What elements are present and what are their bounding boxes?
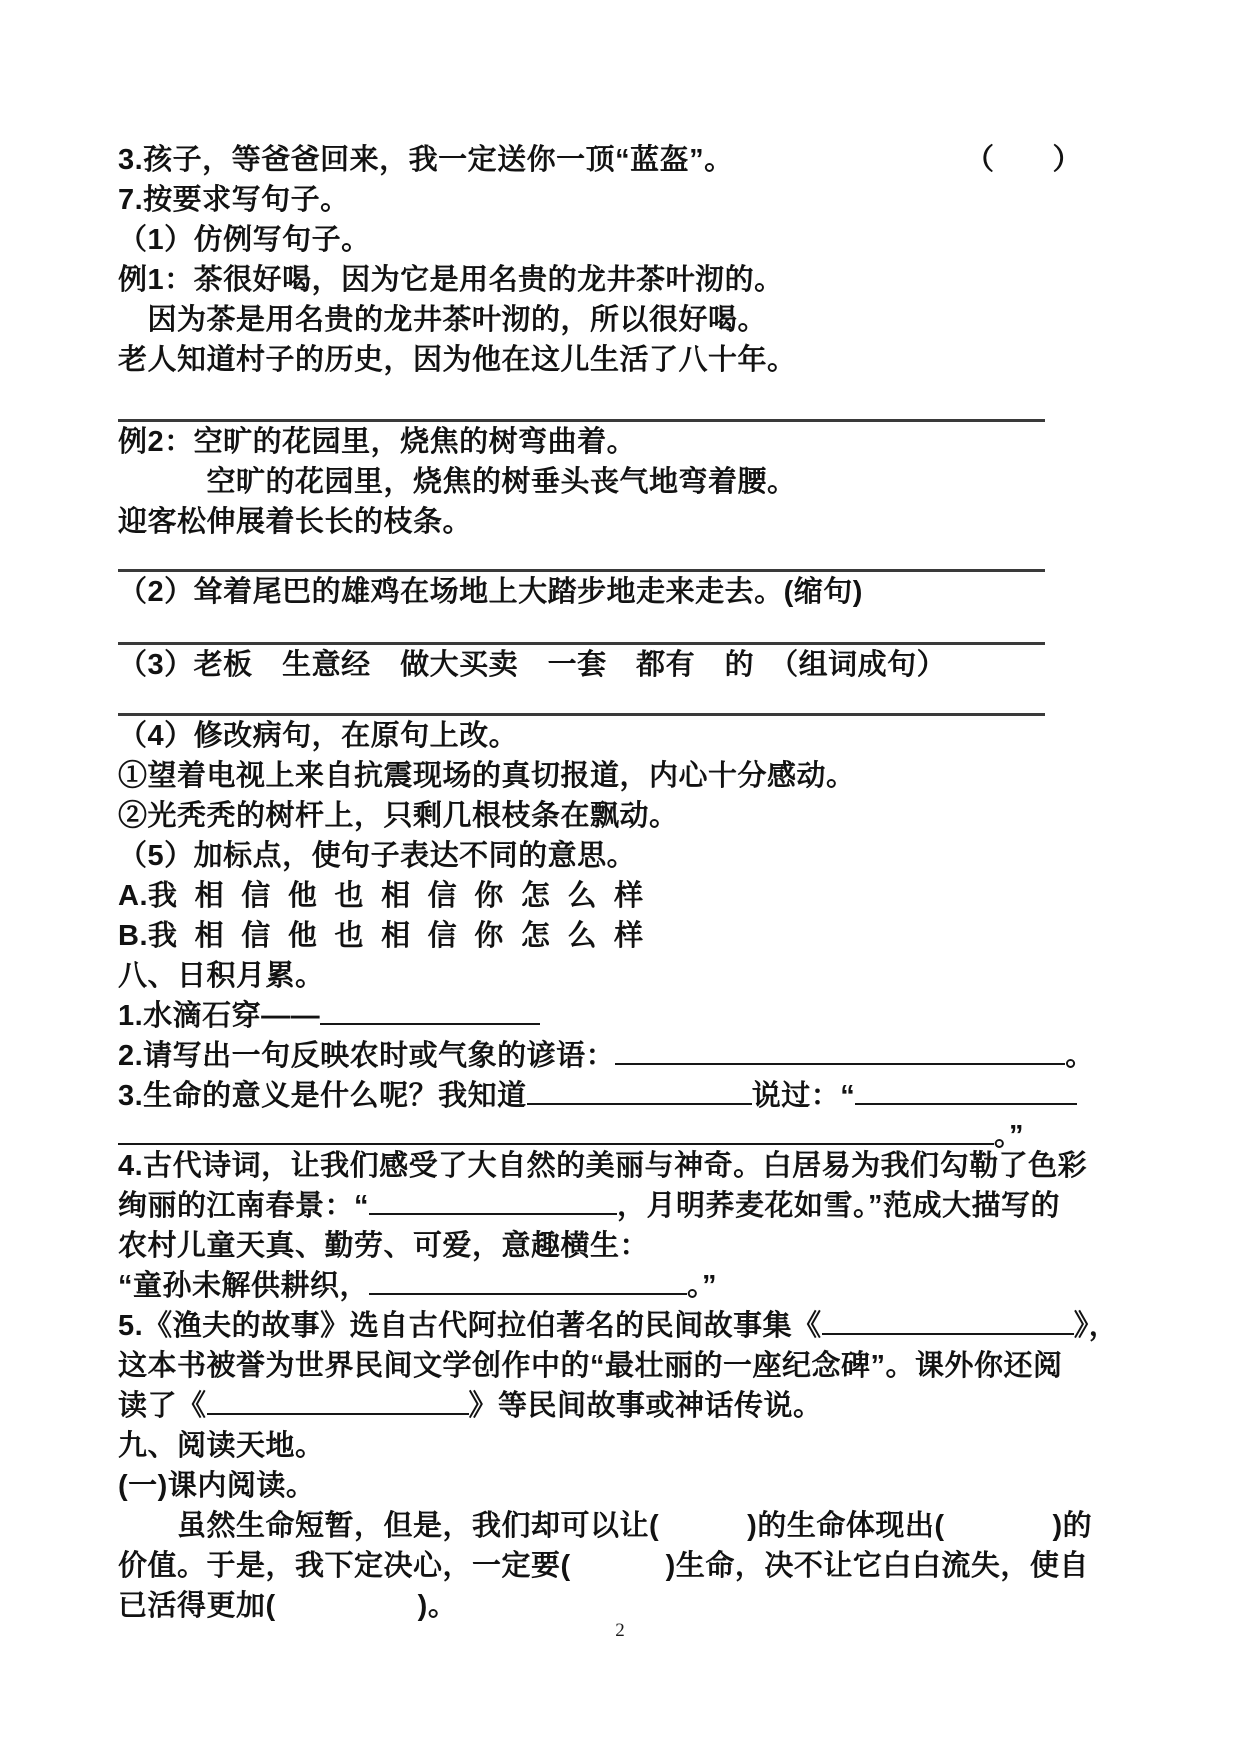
q8-2 — [118, 1036, 1095, 1076]
text-run: （2）耸着尾巴的雄鸡在场地上大踏步地走来走去。(缩句) — [118, 576, 863, 608]
q8-4-line3 — [118, 1226, 1082, 1266]
text-run: 1.水滴石穿—— — [118, 1000, 321, 1032]
text-run: 空旷的花园里，烧焦的树垂头丧气地弯着腰。 — [118, 466, 797, 498]
text-run: 读了《 — [118, 1390, 207, 1422]
fill-in-blank — [822, 1333, 1074, 1335]
answer-rule-2 — [118, 542, 1045, 572]
text-run: 这本书被誉为世界民间文学创作中的“最壮丽的一座纪念碑”。课外你还阅 — [118, 1350, 1063, 1382]
q8-4-line2 — [118, 1186, 1082, 1226]
fill-in-blank — [207, 1413, 469, 1415]
text-run: A.我 相 信 他 也 相 信 你 怎 么 样 — [118, 880, 644, 912]
q7-sub3-prompt — [118, 645, 1082, 685]
text-run: （ — [964, 144, 995, 176]
text-run: 例1：茶很好喝，因为它是用名贵的龙井茶叶沏的。 — [118, 264, 784, 296]
text-run: ） — [1052, 144, 1082, 176]
page-number: 2 — [615, 1620, 625, 1641]
text-run: 4.古代诗词，让我们感受了大自然的美丽与神奇。白居易为我们勾勒了色彩 — [118, 1150, 1088, 1182]
fill-in-blank — [369, 1213, 617, 1215]
q6-item-3 — [118, 140, 1082, 180]
text-run: )生命，决不让它白白流失，使自 — [665, 1550, 1089, 1582]
q8-5-line1 — [118, 1306, 1119, 1346]
q7-sub5-heading — [118, 836, 1082, 876]
text-run: 》等民间故事或神话传说。 — [468, 1390, 823, 1422]
text-run: 5.《渔夫的故事》选自古代阿拉伯著名的民间故事集《 — [118, 1310, 822, 1342]
q9-part1-heading — [118, 1466, 1082, 1506]
text-run: )的 — [1052, 1510, 1093, 1542]
text-run: 说过：“ — [751, 1080, 856, 1112]
answer-rule-4 — [118, 685, 1045, 716]
q7-sub4-item1 — [118, 756, 1082, 796]
fill-in-blank — [118, 1143, 994, 1145]
q7-sub4-item2 — [118, 796, 1082, 836]
text-run: )。 — [417, 1590, 458, 1622]
text-run: 。” — [687, 1270, 718, 1302]
text-run: ②光秃秃的树杆上，只剩几根枝条在飘动。 — [118, 800, 679, 832]
fill-in-blank — [615, 1063, 1065, 1065]
fill-in-blank — [320, 1023, 540, 1025]
text-run: 。” — [994, 1120, 1025, 1152]
text-run: 迎客松伸展着长长的枝条。 — [118, 506, 473, 538]
q8-3-line2 — [118, 1116, 1082, 1152]
fill-in-blank — [855, 1103, 1077, 1105]
q7-heading — [118, 180, 1082, 220]
q8-3-line1 — [118, 1076, 1082, 1116]
section9-heading — [118, 1426, 1082, 1466]
q7-sub1-prompt-2 — [118, 502, 1082, 542]
text-run: )的生命体现出( — [747, 1510, 945, 1542]
answer-rule-1 — [118, 380, 1045, 422]
text-run: 3.生命的意义是什么呢？我知道 — [118, 1080, 527, 1112]
text-run: （3）老板 生意经 做大买卖 一套 都有 的 （组词成句） — [118, 649, 947, 681]
q8-4-line1 — [118, 1146, 1088, 1186]
text-run: （1）仿例写句子。 — [118, 224, 371, 256]
q7-sub5-item-b — [118, 916, 1082, 956]
text-run: (一)课内阅读。 — [118, 1470, 316, 1502]
q7-sub2-prompt — [118, 572, 1082, 612]
q8-4-line4 — [118, 1266, 1082, 1306]
text-run: （5）加标点，使句子表达不同的意思。 — [118, 840, 637, 872]
text-run: 已活得更加( — [118, 1590, 276, 1622]
text-run: 虽然生命短暂，但是，我们却可以让( — [118, 1510, 660, 1542]
text-run: 价值。于是，我下定决心，一定要( — [118, 1550, 571, 1582]
text-run: 绚丽的江南春景：“ — [118, 1190, 370, 1222]
q7-sub4-heading — [118, 716, 1082, 756]
text-run: 九、阅读天地。 — [118, 1430, 325, 1462]
text-run: 》， — [1073, 1310, 1119, 1342]
text-run: ，月明荞麦花如雪。”范成大描写的 — [617, 1190, 1061, 1222]
fill-in-blank — [527, 1103, 752, 1105]
answer-rule-3 — [118, 612, 1045, 645]
text-run: B.我 相 信 他 也 相 信 你 怎 么 样 — [118, 920, 644, 952]
q8-5-line3 — [118, 1386, 1082, 1426]
q8-1 — [118, 996, 1082, 1036]
text-run: 2.请写出一句反映农时或气象的谚语： — [118, 1040, 616, 1072]
q7-sub1-prompt — [118, 340, 1082, 380]
passage-line1 — [118, 1506, 1093, 1546]
text-run: 老人知道村子的历史，因为他在这儿生活了八十年。 — [118, 344, 797, 376]
q7-example2-rewrite — [118, 462, 1082, 502]
fill-in-blank — [369, 1293, 687, 1295]
q8-5-line2 — [118, 1346, 1082, 1386]
text-run: 7.按要求写句子。 — [118, 184, 350, 216]
text-run: 。 — [1065, 1040, 1095, 1072]
text-run: （4）修改病句，在原句上改。 — [118, 720, 519, 752]
text-run: 例2：空旷的花园里，烧焦的树弯曲着。 — [118, 426, 637, 458]
text-run: ①望着电视上来自抗震现场的真切报道，内心十分感动。 — [118, 760, 856, 792]
passage-line2 — [118, 1546, 1089, 1586]
document-body — [118, 140, 1119, 1626]
q7-example1 — [118, 260, 1082, 300]
text-run: 农村儿童天真、勤劳、可爱，意趣横生： — [118, 1230, 650, 1262]
section8-heading — [118, 956, 1082, 996]
q7-sub1-heading — [118, 220, 1082, 260]
text-run: “童孙未解供耕织， — [118, 1270, 370, 1302]
q7-example2 — [118, 422, 1082, 462]
q7-example1-rewrite — [118, 300, 1082, 340]
text-run: 八、日积月累。 — [118, 960, 325, 992]
text-run: 因为茶是用名贵的龙井茶叶沏的，所以很好喝。 — [118, 304, 768, 336]
q7-sub5-item-a — [118, 876, 1082, 916]
text-run: 3.孩子，等爸爸回来，我一定送你一顶“蓝盔”。 — [118, 144, 734, 176]
